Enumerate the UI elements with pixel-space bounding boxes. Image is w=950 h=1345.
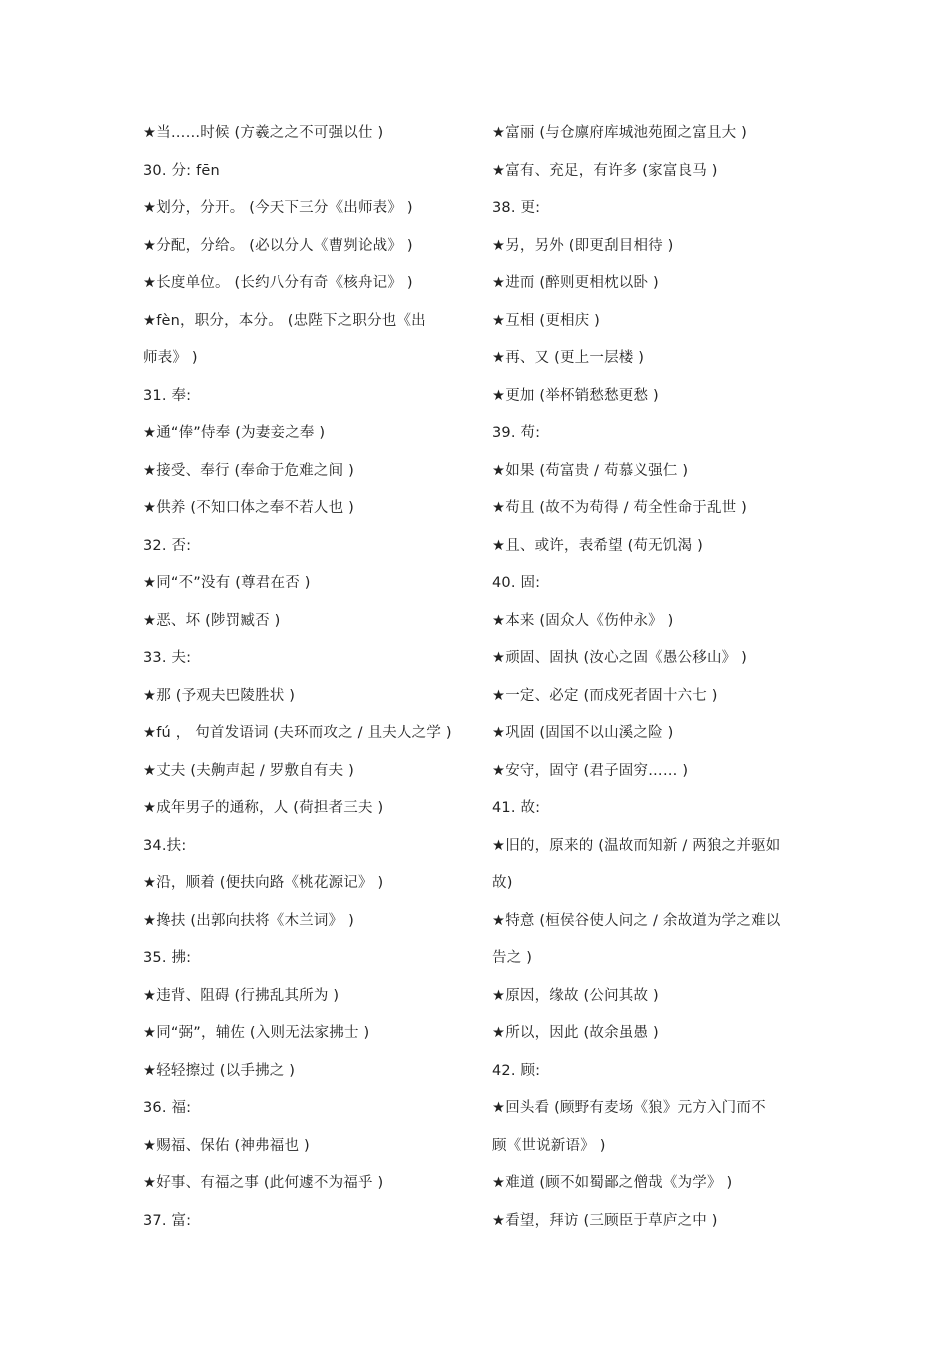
text-line: ★互相 (更相庆 ) — [492, 312, 601, 329]
text-line: ★沿，顺着 (便扶向路《桃花源记》 ) — [143, 875, 384, 891]
text-line: ★长度单位。 (长约八分有奇《核舟记》 ) — [143, 275, 413, 291]
text-line: ★划分，分开。 (今天下三分《出师表》 ) — [143, 200, 413, 216]
text-line: ★通“俸”侍奉 (为妻妾之奉 ) — [143, 425, 326, 441]
text-line: 师表》 ) — [143, 350, 198, 366]
text-line: 33. 夫: — [143, 650, 192, 666]
text-line: ★分配，分给。 (必以分人《曹刿论战》 ) — [143, 237, 413, 254]
text-line: ★且、或许，表希望 (苟无饥渴 ) — [492, 537, 703, 554]
text-line: ★回头看 (顾野有麦场《狼》元方入门而不 — [492, 1100, 766, 1116]
text-line: ★成年男子的通称，人 (荷担者三夫 ) — [143, 800, 384, 816]
text-line: ★原因，缘故 (公问其故 ) — [492, 987, 659, 1004]
text-line: 31. 奉: — [143, 387, 192, 404]
text-line: ★苟且 (故不为苟得 / 苟全性命于乱世 ) — [492, 500, 748, 516]
text-line: 35. 拂: — [143, 950, 192, 966]
text-line: ★富有、充足，有许多 (家富良马 ) — [492, 162, 718, 179]
text-line: ★再、又 (更上一层楼 ) — [492, 350, 645, 366]
text-line: ★搀扶 (出郭向扶将《木兰词》 ) — [143, 912, 354, 929]
text-line: ★fú ， 句首发语词 (夫环而攻之 / 且夫人之学 ) — [143, 725, 452, 741]
text-line: ★接受、奉行 (奉命于危难之间 ) — [143, 462, 354, 479]
text-line: ★赐福、保佑 (神弗福也 ) — [143, 1137, 310, 1154]
text-line: ★难道 (顾不如蜀鄙之僧哉《为学》 ) — [492, 1175, 733, 1191]
text-line: ★更加 (举杯销愁愁更愁 ) — [492, 387, 659, 404]
text-line: ★轻轻擦过 (以手拂之 ) — [143, 1062, 296, 1079]
text-line: 42. 顾: — [492, 1062, 541, 1079]
text-line: ★丈夫 (夫齁声起 / 罗敷自有夫 ) — [143, 762, 354, 779]
text-line: 40. 固: — [492, 575, 541, 591]
text-line: 32. 否: — [143, 537, 192, 554]
text-line: ★进而 (醉则更相枕以卧 ) — [492, 275, 659, 291]
text-line: 36. 福: — [143, 1100, 192, 1116]
text-line: ★fèn，职分，本分。 (忠陛下之职分也《出 — [143, 312, 426, 329]
text-line: ★恶、坏 (陟罚臧否 ) — [143, 612, 281, 629]
text-line: ★所以，因此 (故余虽愚 ) — [492, 1025, 659, 1041]
text-line: ★违背、阻碍 (行拂乱其所为 ) — [143, 987, 340, 1004]
left-column — [143, 115, 473, 1240]
text-line: ★特意 (桓侯谷使人问之 / 余故道为学之难以 — [492, 912, 781, 929]
text-line: 30. 分: fēn — [143, 162, 220, 179]
text-line: 37. 富: — [143, 1212, 192, 1229]
text-line: ★顽固、固执 (汝心之固《愚公移山》 ) — [492, 650, 748, 666]
text-line: ★本来 (固众人《伤仲永》 ) — [492, 612, 674, 629]
text-line: 38. 更: — [492, 200, 541, 216]
text-line: 故) — [492, 875, 513, 891]
right-column — [492, 115, 812, 1240]
text-line: 告之 ) — [492, 950, 533, 966]
text-line: 34.扶: — [143, 837, 187, 854]
text-line: 41. 故: — [492, 800, 541, 816]
text-line: ★供养 (不知口体之奉不若人也 ) — [143, 500, 354, 516]
text-line: ★同“不”没有 (尊君在否 ) — [143, 575, 311, 591]
text-line: ★那 (予观夫巴陵胜状 ) — [143, 687, 296, 704]
text-line: ★另，另外 (即更刮目相待 ) — [492, 237, 674, 254]
text-line: ★一定、必定 (而戍死者固十六七 ) — [492, 687, 718, 704]
text-line: ★当……时候 (方羲之之不可强以仕 ) — [143, 125, 384, 141]
text-line: ★好事、有福之事 (此何遽不为福乎 ) — [143, 1175, 384, 1191]
text-line: ★巩固 (固国不以山溪之险 ) — [492, 725, 674, 741]
text-line: ★看望，拜访 (三顾臣于草庐之中 ) — [492, 1212, 718, 1229]
text-line: ★同“弼”，辅佐 (入则无法家拂士 ) — [143, 1025, 370, 1041]
text-line: ★如果 (苟富贵 / 苟慕义强仁 ) — [492, 462, 689, 479]
text-line: 顾《世说新语》 ) — [492, 1137, 606, 1154]
text-line: ★安守，固守 (君子固穷…… ) — [492, 762, 689, 779]
text-line: ★富丽 (与仓廪府库城池苑囿之富且大 ) — [492, 125, 748, 141]
text-line: ★旧的，原来的 (温故而知新 / 两狼之并驱如 — [492, 837, 781, 854]
text-line: 39. 苟: — [492, 425, 541, 441]
